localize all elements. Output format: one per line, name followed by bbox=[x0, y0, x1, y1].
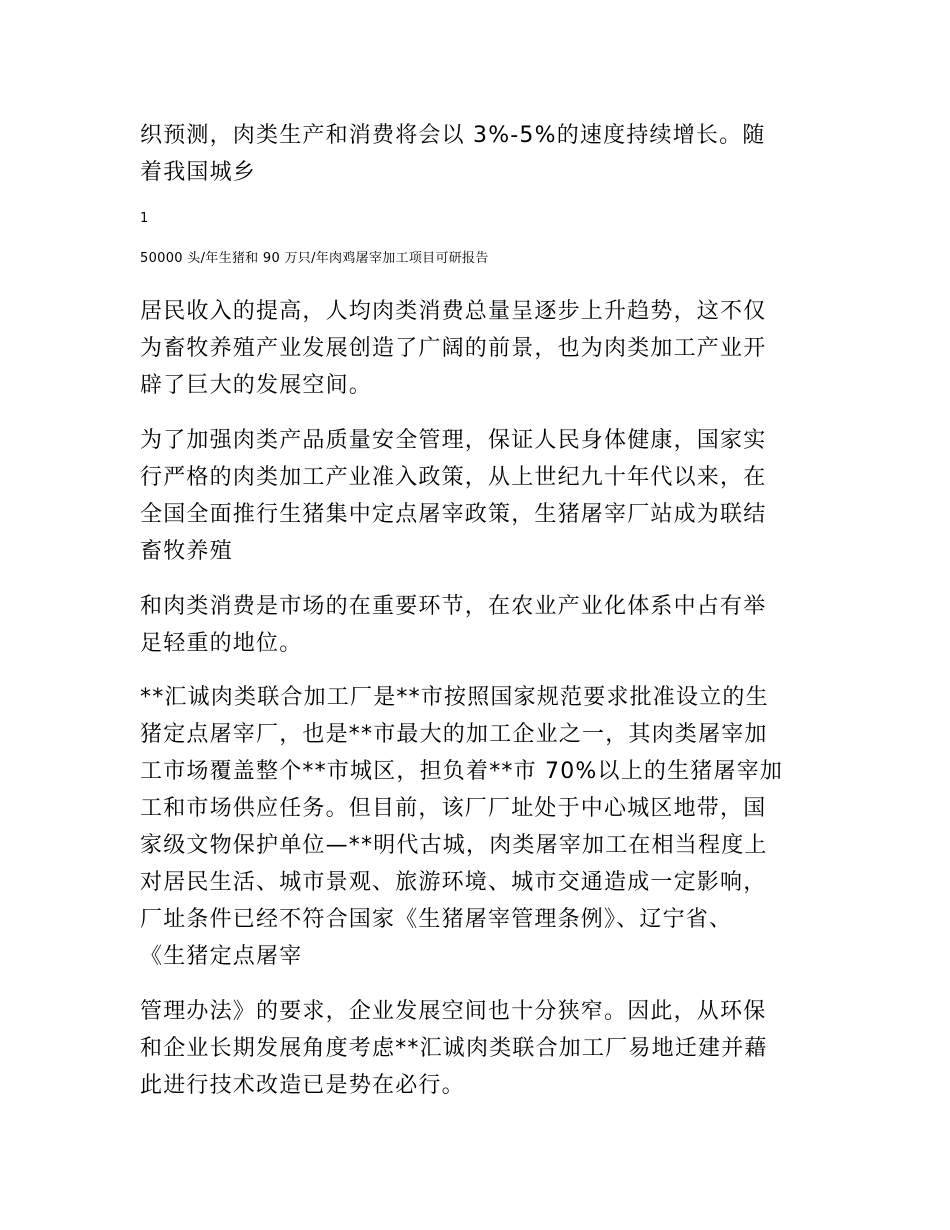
page-number-text: 1 bbox=[140, 211, 149, 226]
text-line: **汇诚肉类联合加工厂是**市按照国家规范要求批准设立的生 bbox=[140, 685, 769, 710]
text-line: 厂址条件已经不符合国家《生猪屠宰管理条例》、辽宁省、 bbox=[140, 907, 733, 932]
text-line: 家级文物保护单位—**明代古城，肉类屠宰加工在相当程度上 bbox=[140, 833, 768, 858]
text-line: 全国全面推行生猪集中定点屠宰政策，生猪屠宰厂站成为联结 bbox=[140, 502, 767, 527]
paragraph-3 bbox=[140, 588, 820, 662]
text-line: 此进行技术改造已是势在必行。 bbox=[140, 1073, 465, 1098]
text-line: 居民收入的提高，人均肉类消费总量呈逐步上升趋势，这不仅 bbox=[140, 299, 767, 324]
text-line: 和肉类消费是市场的在重要环节，在农业产业化体系中占有举 bbox=[140, 594, 767, 619]
text-line: 为畜牧养殖产业发展创造了广阔的前景，也为肉类加工产业开 bbox=[140, 336, 767, 361]
text-line: 着我国城乡 bbox=[140, 160, 257, 185]
text-line: 《生猪定点屠宰 bbox=[140, 944, 303, 969]
text-line: 辟了巨大的发展空间。 bbox=[140, 373, 373, 398]
text-line: 对居民生活、城市景观、旅游环境、城市交通造成一定影响， bbox=[140, 870, 767, 895]
paragraph-5 bbox=[140, 993, 820, 1104]
paragraph-2 bbox=[140, 422, 820, 570]
text-line: 和企业长期发展角度考虑**汇诚肉类联合加工厂易地迁建并藉 bbox=[140, 1036, 768, 1061]
paragraph-top bbox=[140, 117, 820, 191]
text-line: 猪定点屠宰厂，也是**市最大的加工企业之一，其肉类屠宰加 bbox=[140, 722, 768, 747]
text-line: 工和市场供应任务。但目前，该厂厂址处于中心城区地带，国 bbox=[140, 796, 767, 821]
text-line: 畜牧养殖 bbox=[140, 539, 233, 564]
text-line: 织预测，肉类生产和消费将会以 3%-5%的速度持续增长。随 bbox=[140, 123, 766, 148]
running-header-text: 50000 头/年生猪和 90 万只/年肉鸡屠宰加工项目可研报告 bbox=[140, 251, 489, 266]
text-line: 足轻重的地位。 bbox=[140, 631, 303, 656]
page-number bbox=[140, 210, 820, 228]
text-line: 管理办法》的要求，企业发展空间也十分狭窄。因此，从环保 bbox=[140, 999, 767, 1024]
running-header bbox=[140, 250, 820, 268]
paragraph-4 bbox=[140, 679, 820, 975]
text-line: 行严格的肉类加工产业准入政策，从上世纪九十年代以来，在 bbox=[140, 465, 767, 490]
text-line: 为了加强肉类产品质量安全管理，保证人民身体健康，国家实 bbox=[140, 428, 767, 453]
text-line: 工市场覆盖整个**市城区，担负着**市 70%以上的生猪屠宰加 bbox=[140, 759, 784, 784]
paragraph-1 bbox=[140, 293, 820, 404]
